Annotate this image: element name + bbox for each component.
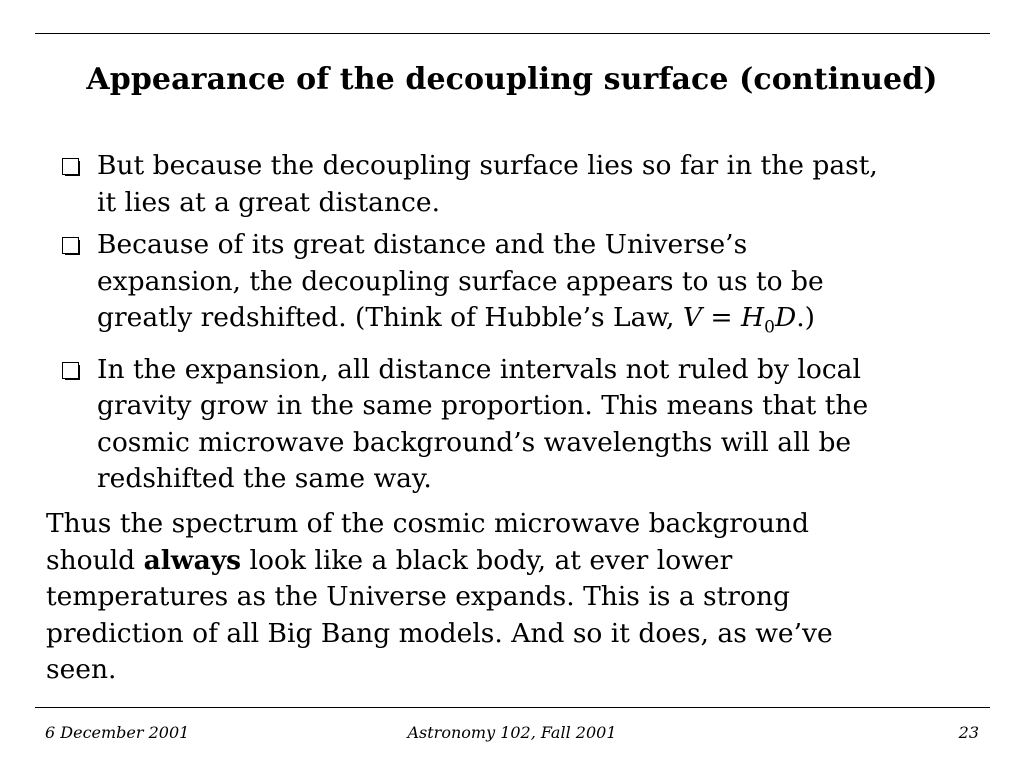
footer-page-number: 23 [958, 723, 979, 742]
bullet-item [62, 148, 982, 221]
hubble-law-prefix: greatly redshifted. (Think of Hubble’s Law, [97, 302, 683, 333]
paragraph-line: seen. [46, 654, 117, 685]
bullet-list [62, 148, 982, 504]
bullet-line: But because the decoupling surface lies so far in the past, [97, 150, 878, 181]
formula-subscript: 0 [764, 317, 775, 338]
paragraph-text: look like a black body, at ever lower [241, 544, 733, 576]
bullet-line [97, 300, 982, 346]
checkbox-bullet-icon [62, 158, 79, 175]
formula-hubble-constant: H [741, 302, 765, 333]
bullet-line: In the expansion, all distance intervals not ruled by local [97, 353, 861, 385]
bottom-rule [35, 707, 990, 708]
conclusion-paragraph [46, 506, 986, 689]
top-rule [35, 33, 990, 34]
formula-equals: = [701, 302, 742, 333]
checkbox-bullet-icon [62, 237, 79, 254]
hubble-law-suffix: .) [796, 302, 815, 333]
bullet-line: Because of its great distance and the Universe’s [97, 229, 748, 260]
footer-course: Astronomy 102, Fall 2001 [407, 723, 617, 742]
footer-date: 6 December 2001 [45, 723, 190, 742]
bullet-line: it lies at a great distance. [97, 186, 440, 218]
paragraph-line: Thus the spectrum of the cosmic microwave background [46, 508, 809, 539]
paragraph-text: should [46, 544, 144, 576]
bullet-item [62, 352, 982, 498]
slide-title: Appearance of the decoupling surface (continued) [86, 62, 938, 97]
bullet-line: gravity grow in the same proportion. This means that the [97, 390, 869, 422]
emphasis-always: always [143, 544, 242, 576]
checkbox-bullet-icon [62, 362, 79, 379]
bullet-line: redshifted the same way. [97, 463, 432, 495]
paragraph-line [46, 543, 986, 580]
bullet-line: cosmic microwave background’s wavelengths will all be [97, 426, 852, 458]
formula-distance: D [774, 302, 797, 333]
bullet-item [62, 227, 982, 346]
formula-velocity: V [682, 302, 702, 333]
paragraph-line: prediction of all Big Bang models. And so it does, as we’ve [46, 617, 833, 649]
paragraph-line: temperatures as the Universe expands. This is a strong [46, 581, 790, 612]
bullet-line: expansion, the decoupling surface appears to us to be [97, 265, 824, 297]
